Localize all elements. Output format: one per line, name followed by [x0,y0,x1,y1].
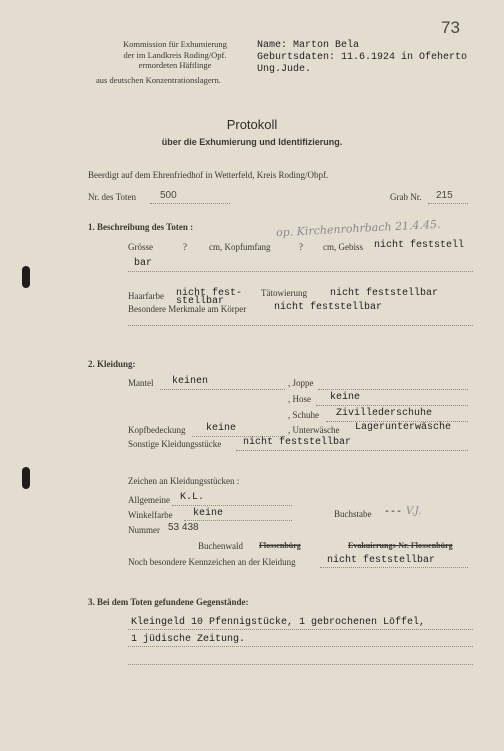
merkmale-value: nicht feststellbar [274,302,383,313]
evakuierungs-nr: Evakuierungs-Nr. Flossenbürg [348,541,453,550]
dotted-line [128,646,473,647]
person-header [257,40,467,76]
origin: Ung.Jude. [257,64,312,75]
joppe-label: , Joppe [288,378,314,388]
groesse-value: ? [183,242,187,252]
dotted-line [160,389,285,390]
kopfumfang-value: ? [299,242,303,252]
punch-hole [22,266,30,288]
gebiss-label: cm, Gebiss [323,242,363,252]
hose-value: keine [330,392,361,403]
person-name: Name: Marton Bela [257,40,360,51]
schuhe-label: , Schuhe [288,410,319,420]
nummer-label: Nummer [128,525,160,535]
buchstabe-value: --- [384,507,403,518]
dotted-line [172,505,292,506]
commission-line-1: Kommission für Exhumierung [123,39,227,49]
mantel-value: keinen [172,376,209,387]
buchstabe-handwritten: V.J. [406,506,422,517]
protocol-title: Protokoll [226,117,278,132]
unterwaesche-label: , Unterwäsche [288,425,340,435]
dotted-line [128,664,473,665]
winkelfarbe-label: Winkelfarbe [128,510,173,520]
dotted-line [428,203,468,204]
grave-nr-value: 215 [436,190,453,201]
dotted-line [318,389,468,390]
kennzeichen-value: nicht feststellbar [327,555,436,566]
punch-hole [22,467,30,489]
taetowierung-label: Tätowierung [261,288,307,298]
haarfarbe-label: Haarfarbe [128,291,164,301]
zeichen-label: Zeichen an Kleidungsstücken : [128,476,240,486]
dotted-line [316,405,468,406]
camp-flossenbuerg: Flossenbürg [259,541,301,550]
items-line-1: Kleingeld 10 Pfennigstücke, 1 gebrochenen Löffel, [131,617,426,628]
mantel-label: Mantel [128,378,154,388]
section3-heading: 3. Bei dem Toten gefundene Gegenstände: [88,597,249,607]
buchstabe-label: Buchstabe [334,509,372,519]
dotted-line [128,271,473,272]
unterwaesche-value: Lagerunterwäsche [355,422,452,433]
page-number: 73 [441,18,460,37]
nummer-value: 53 438 [168,522,199,533]
taetowierung-value: nicht feststellbar [330,288,439,299]
kopfumfang-label: cm, Kopfumfang [209,242,271,252]
hose-label: , Hose [288,394,311,404]
dead-nr-value: 500 [160,190,177,201]
kennzeichen-label: Noch besondere Kennzeichen an der Kleidung [128,557,296,567]
allgemeine-label: Allgemeine [128,495,170,505]
sonstige-value: nicht feststellbar [243,437,352,448]
commission-line-3: ermordeten Häftlinge [138,60,212,70]
dotted-line [150,203,230,204]
dead-nr-label: Nr. des Toten [88,192,136,202]
commission-header [110,39,240,71]
dotted-line [128,629,473,630]
allgemeine-value: K.L. [180,492,205,503]
protocol-subtitle: über die Exhumierung und Identifizierung. [161,137,343,147]
kopfbedeckung-value: keine [206,423,237,434]
camp-buchenwald: Buchenwald [198,541,243,551]
grave-nr-label: Grab Nr. [390,192,422,202]
burial-text: Beerdigt auf dem Ehrenfriedhof in Wetterfeld, Kreis Roding/Obpf. [88,170,329,180]
dotted-line [320,567,468,568]
haarfarbe-value: nicht fest- [176,288,243,299]
gebiss-value-cont: bar [134,258,153,269]
birth-data: Geburtsdaten: 11.6.1924 in Ofeherto [257,52,468,63]
dotted-line [128,325,473,326]
gebiss-value: nicht feststell [374,240,465,251]
haarfarbe-value-cont: stellbar [176,296,225,307]
kopfbedeckung-label: Kopfbedeckung [128,425,186,435]
winkelfarbe-value: keine [193,508,224,519]
commission-line-2: der im Landkreis Roding/Opf. [123,49,227,60]
handwritten-note: op. Kirchenrohrbach 21.4.45. [275,217,441,240]
section2-heading: 2. Kleidung: [88,359,136,369]
section1-heading: 1. Beschreibung des Toten : [88,222,194,232]
items-line-2: 1 jüdische Zeitung. [131,634,246,645]
commission-line-4: aus deutschen Konzentrationslagern. [96,75,221,85]
groesse-label: Grösse [128,242,153,252]
schuhe-value: Zivillederschuhe [336,408,433,419]
dotted-line [236,450,468,451]
merkmale-label: Besondere Merkmale am Körper [128,304,247,314]
dotted-line [184,520,292,521]
sonstige-label: Sonstige Kleidungsstücke [128,439,222,449]
